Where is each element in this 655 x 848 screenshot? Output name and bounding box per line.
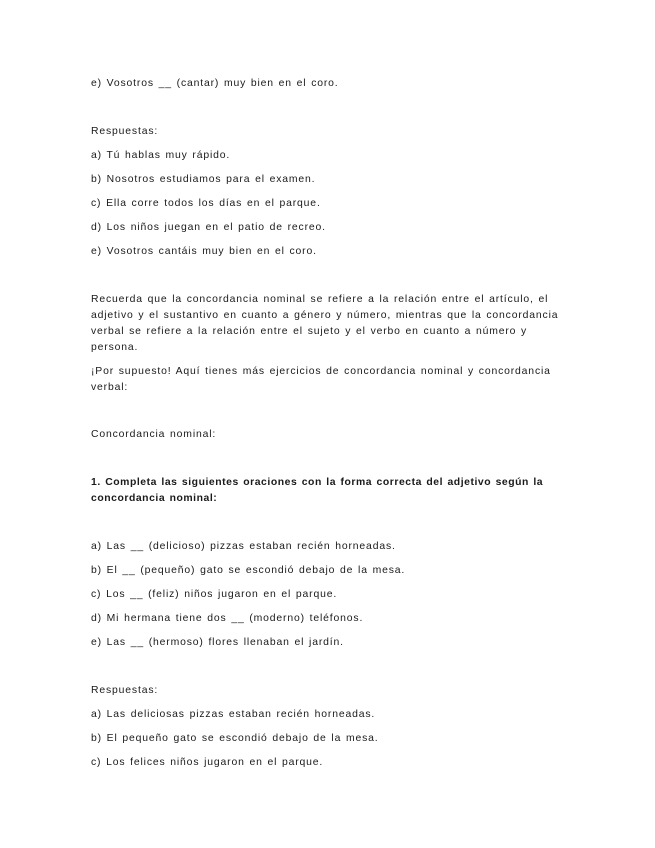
exercise-item: b) El __ (pequeño) gato se escondió debajo de la mesa. xyxy=(91,565,406,576)
answer-item: c) Los felices niños jugaron en el parque. xyxy=(91,757,324,768)
reminder-line: adjetivo y el sustantivo en cuanto a género y número, mientras que la concordancia xyxy=(91,310,559,321)
answer-item: e) Vosotros cantáis muy bien en el coro. xyxy=(91,246,317,257)
answer-item: b) El pequeño gato se escondió debajo de la mesa. xyxy=(91,733,379,744)
answers-heading: Respuestas: xyxy=(91,126,159,137)
instruction-line: concordancia nominal: xyxy=(91,493,218,504)
exercise-e-text: e) Vosotros __ (cantar) muy bien en el coro. xyxy=(91,78,339,89)
answer-item: d) Los niños juegan en el patio de recreo. xyxy=(91,222,326,233)
answer-item: b) Nosotros estudiamos para el examen. xyxy=(91,174,316,185)
exercise-item: a) Las __ (delicioso) pizzas estaban recién horneadas. xyxy=(91,541,396,552)
intro-line: verbal: xyxy=(91,382,129,393)
answer-item: c) Ella corre todos los días en el parque. xyxy=(91,198,321,209)
exercise-item: c) Los __ (feliz) niños jugaron en el parque. xyxy=(91,589,338,600)
answer-item: a) Tú hablas muy rápido. xyxy=(91,150,231,161)
instruction-line: 1. Completa las siguientes oraciones con la forma correcta del adjetivo según la xyxy=(91,477,544,488)
reminder-line: Recuerda que la concordancia nominal se refiere a la relación entre el artículo, el xyxy=(91,294,549,305)
reminder-line: verbal se refiere a la relación entre el sujeto y el verbo en cuanto a número y xyxy=(91,326,528,337)
section-heading-nominal: Concordancia nominal: xyxy=(91,429,217,440)
reminder-line: persona. xyxy=(91,342,139,353)
answer-item: a) Las deliciosas pizzas estaban recién horneadas. xyxy=(91,709,376,720)
intro-line: ¡Por supuesto! Aquí tienes más ejercicios de concordancia nominal y concordancia xyxy=(91,366,551,377)
answers-heading: Respuestas: xyxy=(91,685,159,696)
exercise-item: d) Mi hermana tiene dos __ (moderno) teléfonos. xyxy=(91,613,364,624)
exercise-item: e) Las __ (hermoso) flores llenaban el jardín. xyxy=(91,637,344,648)
